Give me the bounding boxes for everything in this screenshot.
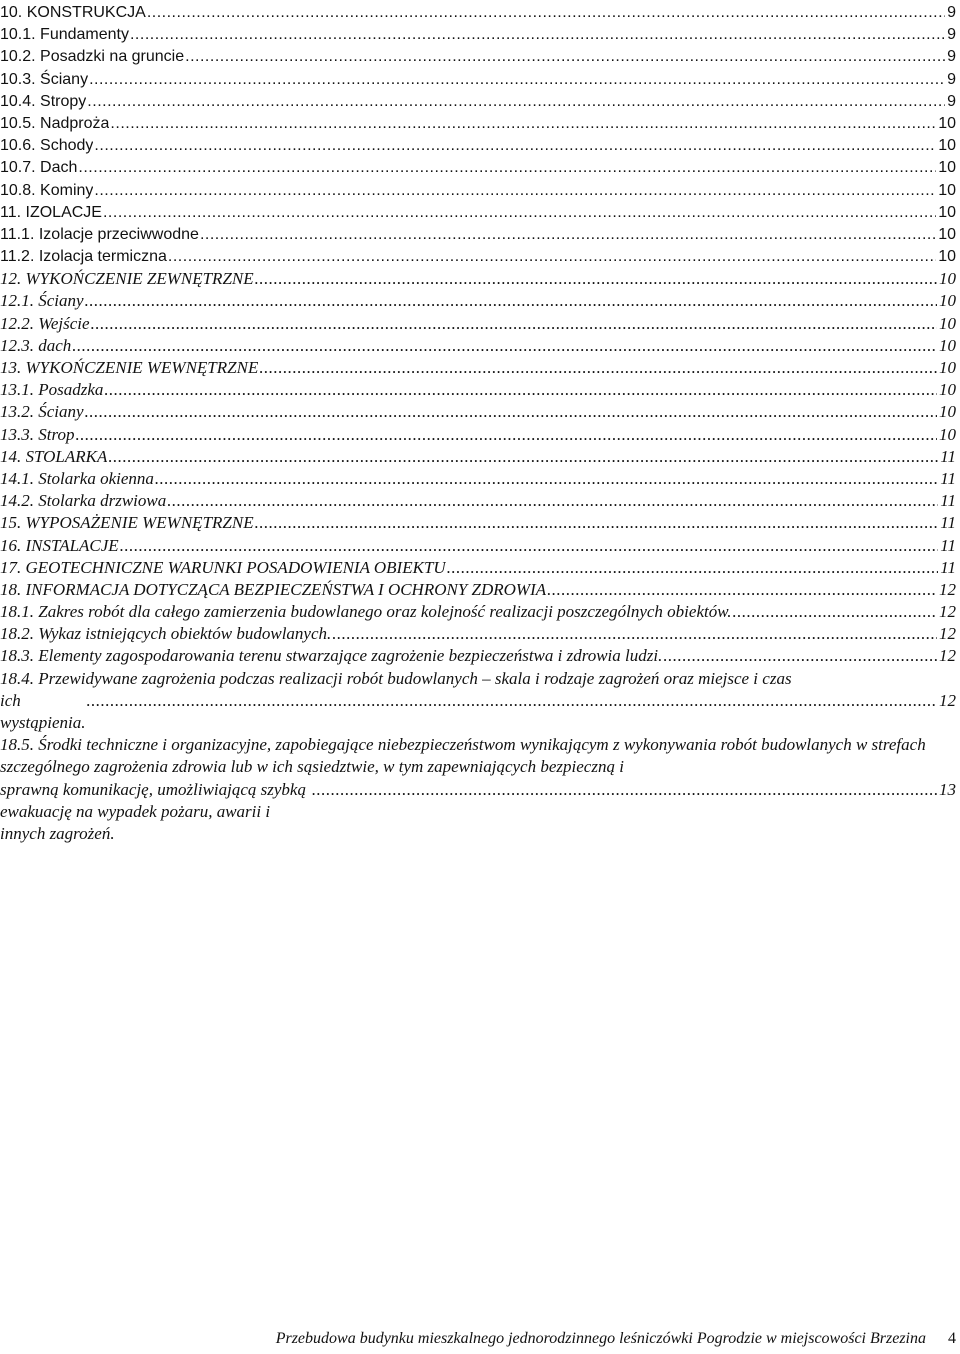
toc-entry-number: 16. [0, 535, 22, 555]
toc-entry-number: 10.5. [0, 114, 36, 132]
dot-leader [147, 2, 945, 24]
toc-entry-number: 10.6. [0, 137, 36, 155]
toc-entry-title: dach [38, 335, 72, 355]
toc-entry[interactable] [0, 335, 956, 357]
dot-leader [104, 379, 937, 401]
dot-leader [78, 157, 936, 179]
toc-entry-title: Zakres robót dla całego zamierzenia budowlanego oraz kolejność realizacji poszczególnych obiektów. [38, 602, 732, 622]
toc-entry[interactable] [0, 135, 956, 157]
dot-leader [94, 135, 936, 157]
toc-entry-title: Fundamenty [40, 26, 129, 44]
toc-entry[interactable] [0, 69, 956, 91]
dot-leader [86, 690, 937, 712]
toc-entry[interactable] [0, 490, 956, 512]
toc-entry-page: 11 [940, 491, 956, 511]
dot-leader [447, 557, 939, 579]
toc-entry-title: INFORMACJA DOTYCZĄCA BEZPIECZEŃSTWA I OCHRONY ZDROWIA [25, 579, 547, 599]
toc-entry[interactable] [0, 645, 956, 667]
toc-entry[interactable] [0, 734, 956, 845]
toc-entry-page: 10 [939, 269, 956, 289]
toc-entry[interactable] [0, 446, 956, 468]
toc-entry[interactable] [0, 180, 956, 202]
toc-entry-number: 18.1. [0, 602, 34, 622]
toc-entry-page: 10 [939, 291, 956, 311]
toc-entry-page: 10 [938, 137, 956, 155]
toc-entry[interactable] [0, 357, 956, 379]
toc-entry-number: 10.2. [0, 48, 36, 66]
toc-entry-page: 10 [938, 159, 956, 177]
toc-entry[interactable] [0, 601, 956, 623]
dot-leader [200, 224, 936, 246]
toc-entry-title: Wejście [38, 313, 90, 333]
toc-entry-page: 10 [939, 402, 956, 422]
dot-leader [332, 623, 937, 645]
toc-entry-page: 11 [940, 513, 956, 533]
toc-entry-number: 10. [0, 4, 23, 21]
page-number: 4 [948, 1330, 956, 1347]
toc-entry-number: 11. [0, 203, 22, 221]
toc-entry-page: 11 [940, 446, 956, 466]
dot-leader [120, 535, 939, 557]
toc-entry[interactable] [0, 313, 956, 335]
toc-entry-number: 10.1. [0, 26, 36, 44]
toc-entry-number: 18.3. [0, 646, 34, 666]
toc-entry[interactable] [0, 246, 956, 268]
dot-leader [155, 468, 938, 490]
toc-entry-title: Elementy zagospodarowania terenu stwarzające zagrożenie bezpieczeństwa i zdrowia ludzi. [38, 646, 663, 666]
toc-entry-title: Posadzka [38, 380, 104, 400]
toc-entry-page: 11 [940, 535, 956, 555]
toc-entry-number: 13.2. [0, 402, 34, 422]
toc-entry-page: 12 [939, 579, 956, 599]
toc-entry[interactable] [0, 91, 956, 113]
toc-entry[interactable] [0, 512, 956, 534]
dot-leader [108, 446, 938, 468]
toc-entry-page: 10 [938, 114, 956, 132]
toc-entry-page: 10 [938, 248, 956, 266]
dot-leader [130, 24, 945, 46]
toc-entry-number: 11.2. [0, 248, 35, 266]
toc-entry[interactable] [0, 46, 956, 68]
dot-leader [185, 46, 945, 68]
toc-entry[interactable] [0, 202, 956, 224]
toc-entry[interactable] [0, 113, 956, 135]
toc-entry-title: Przewidywane zagrożenia podczas realizacji robót budowlanych – skala i rodzaje zagrożeń oraz miejsce i czas [38, 668, 792, 688]
page-footer [0, 1330, 956, 1348]
toc-entry-number: 12.2. [0, 313, 34, 333]
toc-entry-title: Nadproża [40, 114, 110, 132]
toc-entry-title: GEOTECHNICZNE WARUNKI POSADOWIENIA OBIEKTU [25, 557, 446, 577]
toc-entry[interactable] [0, 157, 956, 179]
dot-leader [89, 69, 945, 91]
toc-entry-number: 10.3. [0, 70, 36, 88]
toc-entry-number: 17. [0, 557, 22, 577]
toc-entry[interactable] [0, 579, 956, 601]
toc-entry[interactable] [0, 2, 956, 24]
toc-entry-number: 12.1. [0, 291, 34, 311]
toc-entry-page: 9 [947, 26, 956, 44]
toc-entry-page: 12 [939, 646, 956, 666]
toc-entry-page: 9 [947, 48, 956, 66]
toc-entry-number: 10.8. [0, 181, 36, 199]
toc-entry-number: 14. [0, 446, 22, 466]
toc-entry-page: 12 [939, 624, 956, 644]
toc-entry[interactable] [0, 268, 956, 290]
footer-title: Przebudowa budynku mieszkalnego jednorodzinnego leśniczówki Pogrodzie w miejscowości Brzezina [275, 1330, 926, 1347]
toc-entry-title: WYKOŃCZENIE ZEWNĘTRZNE [25, 269, 254, 289]
toc-entry-page: 9 [947, 92, 956, 110]
toc-entry-number: 18.4. [0, 668, 34, 688]
toc-entry[interactable] [0, 224, 956, 246]
toc-entry-title: WYPOSAŻENIE WEWNĘTRZNE [25, 513, 254, 533]
toc-entry-page: 12 [939, 602, 956, 622]
dot-leader [94, 180, 936, 202]
toc-entry-page: 9 [947, 4, 956, 21]
dot-leader [75, 424, 937, 446]
toc-entry[interactable] [0, 379, 956, 401]
toc-entry-page: 10 [938, 203, 956, 221]
toc-entry-title: Środki techniczne i organizacyjne, zapobiegające niebezpieczeństwom wynikającym z wykonywania robót budowlanych w strefach szczególnego zagrożenia zdrowia lub w ich sąsiedztwie, w tym zapewniających bezpieczną i [0, 735, 926, 777]
dot-leader [103, 202, 936, 224]
toc-entry-title: Izolacje przeciwwodne [38, 225, 199, 243]
toc-entry-page: 10 [939, 358, 956, 377]
dot-leader [85, 401, 937, 423]
toc-entry-title: WYKOŃCZENIE WEWNĘTRZNE [25, 358, 259, 377]
toc-entry[interactable] [0, 557, 956, 579]
dot-leader [87, 91, 945, 113]
toc-entry-title: Wykaz istniejących obiektów budowlanych. [38, 624, 332, 644]
toc-entry-title: Stolarka drzwiowa [38, 491, 167, 511]
toc-entry-page: 10 [938, 181, 956, 199]
dot-leader [91, 313, 937, 335]
dot-leader [663, 645, 937, 667]
toc-entry-page: 11 [940, 557, 956, 577]
toc-entry-page: 13 [939, 779, 956, 799]
toc-entry-page: 10 [939, 380, 956, 400]
toc-entry[interactable] [0, 24, 956, 46]
toc-entry-number: 14.2. [0, 491, 34, 511]
toc-entry-title: Strop [38, 424, 75, 444]
toc-entry-number: 13. [0, 358, 22, 377]
dot-leader [85, 290, 937, 312]
toc-entry-title: Posadzki na gruncie [40, 48, 185, 66]
dot-leader [733, 601, 937, 623]
toc-entry-title: Stropy [40, 92, 87, 110]
dot-leader [167, 490, 938, 512]
toc-entry-number: 14.1. [0, 468, 34, 488]
toc-entry[interactable] [0, 424, 956, 446]
toc-entry-title-continuation: ich wystąpienia. [0, 690, 86, 733]
toc-entry-title: Schody [40, 137, 94, 155]
dot-leader [255, 268, 937, 290]
toc-entry[interactable] [0, 468, 956, 490]
dot-leader [312, 779, 937, 801]
toc-entry-title: Izolacja termiczna [38, 248, 167, 266]
toc-entry[interactable] [0, 668, 956, 735]
toc-entry-number: 10.7. [0, 159, 36, 177]
toc-entry-page: 11 [940, 468, 956, 488]
toc-entry-page: 9 [947, 70, 956, 88]
dot-leader [110, 113, 936, 135]
toc-entry-title: STOLARKA [25, 446, 108, 466]
toc-entry-number: 18. [0, 579, 22, 599]
toc-entry-title: Ściany [38, 402, 84, 422]
toc-entry-number: 13.1. [0, 380, 34, 400]
toc-entry-number: 12.3. [0, 335, 34, 355]
toc-entry-title: INSTALACJE [25, 535, 119, 555]
toc-entry-title-continuation: sprawną komunikację, umożliwiającą szybką ewakuację na wypadek pożaru, awarii i innych zagrożeń. [0, 779, 306, 844]
toc-entry-number: 13.3. [0, 424, 34, 444]
toc-entry-page: 10 [939, 335, 956, 355]
toc-entry-title: Stolarka okienna [38, 468, 154, 488]
toc-entry-title: IZOLACJE [25, 203, 102, 221]
toc-entry[interactable] [0, 290, 956, 312]
dot-leader [255, 512, 939, 534]
toc-entry-number: 18.2. [0, 624, 34, 644]
toc-entry-title: Kominy [40, 181, 94, 199]
toc-entry-page: 10 [939, 424, 956, 444]
dot-leader [72, 335, 937, 357]
toc-entry-page: 10 [939, 313, 956, 333]
dot-leader [259, 357, 937, 379]
toc-entry-number: 15. [0, 513, 22, 533]
toc-entry-title: KONSTRUKCJA [26, 4, 146, 21]
toc-entry[interactable] [0, 535, 956, 557]
toc-entry-page: 10 [938, 225, 956, 243]
toc-entry-title: Ściany [38, 291, 84, 311]
toc-entry-number: 10.4. [0, 92, 36, 110]
table-of-contents [0, 2, 956, 845]
toc-entry-title: Ściany [40, 70, 89, 88]
toc-entry-number: 12. [0, 269, 22, 289]
dot-leader [168, 246, 936, 268]
toc-entry[interactable] [0, 623, 956, 645]
toc-entry[interactable] [0, 401, 956, 423]
toc-entry-page: 12 [939, 690, 956, 710]
toc-entry-title: Dach [40, 159, 78, 177]
toc-entry-number: 11.1. [0, 225, 35, 243]
toc-entry-number: 18.5. [0, 735, 34, 755]
dot-leader [547, 579, 937, 601]
